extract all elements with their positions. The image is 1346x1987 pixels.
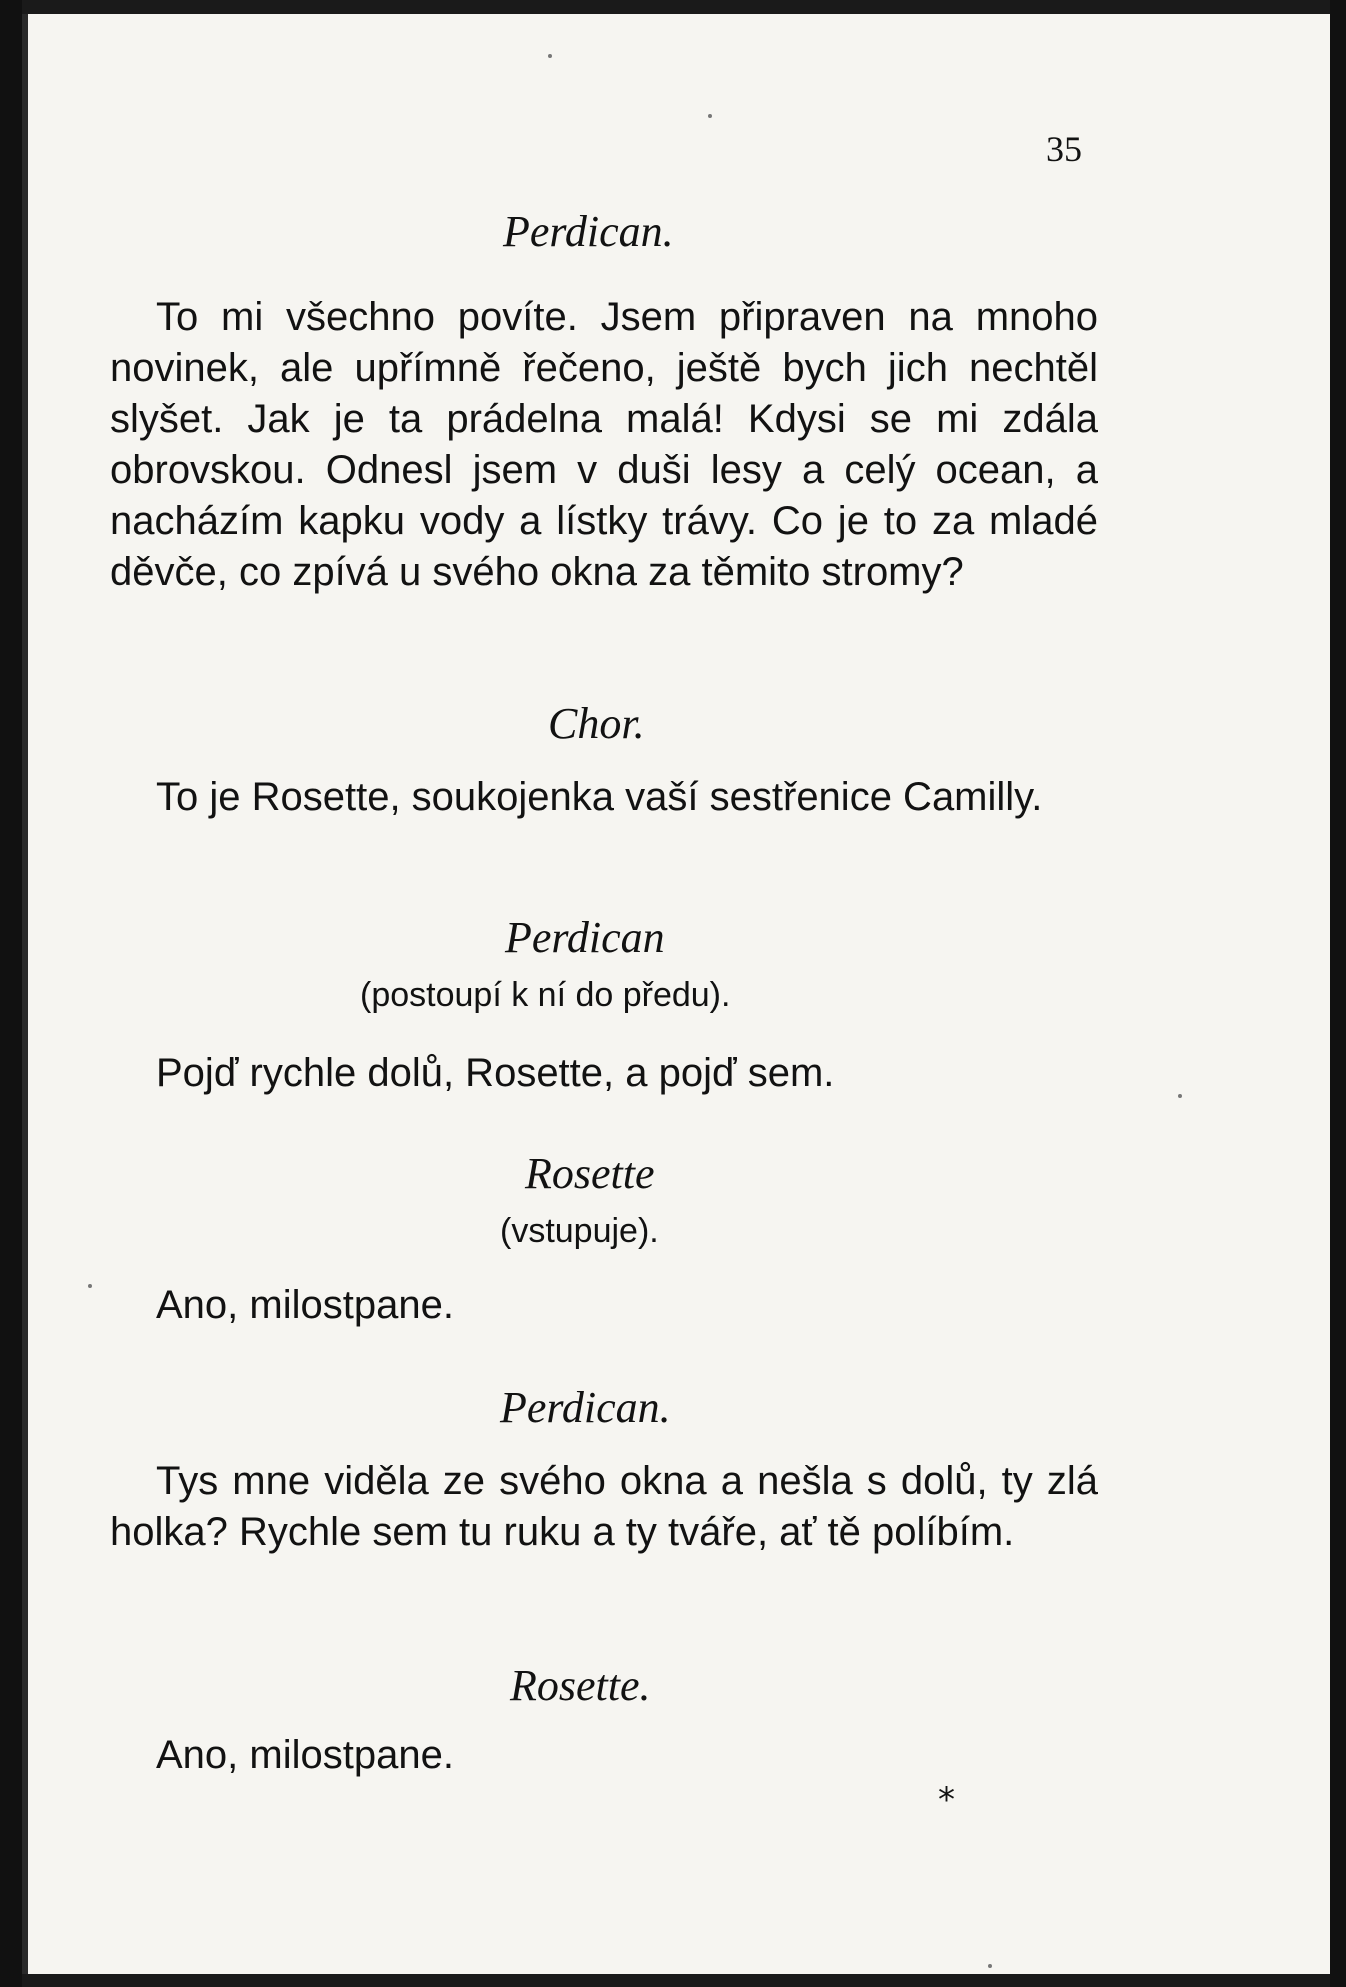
speech-perdican-3: Tys mne viděla ze svého okna a nešla s dolů, ty zlá holka? Rychle sem tu ruku a ty tváře, ať tě políbím.: [110, 1459, 1098, 1554]
speaker-rosette: Rosette: [525, 1149, 655, 1198]
speaker-rosette-2: Rosette.: [510, 1661, 651, 1710]
speck: [548, 54, 552, 58]
speaker-perdican-3: Perdican.: [500, 1383, 671, 1432]
scan-right-edge: [1330, 0, 1346, 1987]
speech-chor: To je Rosette, soukojenka vaší sestřenice Camilly.: [156, 775, 1043, 819]
speck: [88, 1284, 92, 1288]
scan-left-edge: [0, 0, 22, 1987]
speck: [988, 1964, 992, 1968]
asterisk-ornament: *: [938, 1780, 955, 1820]
speech-perdican-2: Pojď rychle dolů, Rosette, a pojď sem.: [156, 1051, 835, 1095]
speaker-perdican-2: Perdican: [505, 913, 665, 962]
stage-direction-vstupuje: (vstupuje).: [500, 1212, 659, 1250]
speck: [708, 114, 712, 118]
speech-rosette-1: Ano, milostpane.: [156, 1283, 454, 1327]
page-number: 35: [1046, 129, 1082, 169]
speech-rosette-2: Ano, milostpane.: [156, 1733, 454, 1777]
speck: [1178, 1094, 1182, 1098]
speech-perdican-1: To mi všechno povíte. Jsem připraven na mnoho novinek, ale upřímně řečeno, ještě bych jich nechtěl slyšet. Jak je ta prádelna malá! Kdysi se mi zdála obrovskou. Odnesl jsem v duši lesy a celý ocean, a nacházím kapku vody a lístky trávy. Co je to za mladé děvče, co zpívá u svého okna za těmito stromy?: [110, 295, 1098, 594]
stage-direction-postoupi: (postoupí k ní do předu).: [360, 976, 731, 1014]
speaker-chor: Chor.: [548, 699, 645, 748]
speaker-perdican: Perdican.: [503, 207, 674, 256]
